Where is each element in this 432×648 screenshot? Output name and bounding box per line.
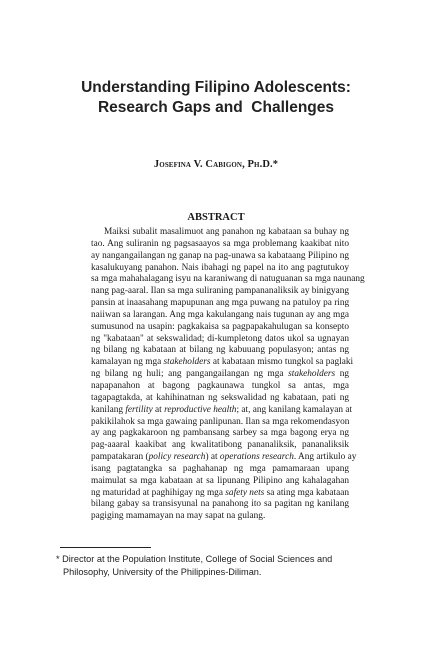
abstract-line: nang pag-aaral. Ilan sa mga suliraning pampananaliksik ay binigyang	[91, 286, 349, 297]
abstract-line: ay ang pagkakaroon ng pambansang sarbey sa mga bagong erya ng	[91, 428, 349, 439]
author-footnote	[56, 553, 384, 579]
abstract-line: pansin at inaasahang mapupunan ang mga puwang na patuloy pa ring	[91, 298, 350, 309]
footnote-line-2: Philosophy, University of the Philippines-Diliman.	[63, 567, 262, 577]
footnote-rule	[60, 547, 151, 548]
abstract-line: tagapagtakda, at kahihinatnan ng sekswalidad ng kabataan, pati ng	[91, 392, 349, 403]
title-line-2: Research Gaps and Challenges	[97, 99, 335, 116]
abstract-line: ng "kabataan" at sekswalidad; di-kumpletong datos ukol sa ugnayan	[91, 333, 349, 344]
abstract-line: ay nangangailangan ng ganap na pag-unawa sa kabataang Pilipino ng	[91, 250, 349, 261]
abstract-line: pag-aaaral kaakibat ang kwalitatibong pananaliksik, pananaliksik	[91, 440, 349, 451]
abstract-line: pakikilahok sa mga gawaing panlipunan. Ilan sa mga rekomendasyon	[91, 416, 350, 427]
title-line-1: Understanding Filipino Adolescents:	[81, 79, 351, 96]
abstract-line: isang pagtatangka sa paghahanap ng mga pamamaraan upang	[91, 463, 349, 474]
abstract-heading: ABSTRACT	[187, 212, 245, 223]
article-title	[40, 78, 392, 118]
abstract-line: naiiwan sa larangan. Ang mga kakulangang nais tugunan ay ang mga	[91, 309, 349, 320]
footnote-line-1: * Director at the Population Institute, College of Social Sciences and	[56, 554, 333, 564]
author-byline: Josefina V. Cabigon, Ph.D.*	[153, 159, 279, 170]
abstract-line: ng maturidad at paghihigay ng mga safety nets sa ating mga kabataan	[91, 487, 349, 498]
abstract-line: ng bilang ng kabataan at bilang ng kabuuang populasyon; antas ng	[91, 345, 349, 356]
abstract-line: pampatakaran (policy research) at operations research. Ang artikulo ay	[91, 452, 357, 463]
abstract-line: sa mga mahahalagang isyu na karaniwang di natuguanan sa mga naunang	[91, 274, 365, 285]
abstract-line: napapanahon at bagong pagkaunawa tungkol sa antas, mga	[91, 380, 349, 391]
abstract-line: maimulat sa mga kabataan at sa lipunang Pilipino ang kahalagahan	[91, 475, 349, 486]
abstract-line: kanilang fertility at reproductive health; at, ang kanilang kamalayan at	[91, 404, 353, 415]
abstract-line: bilang gabay sa transisyunal na panahong ito sa pagitan ng kanilang	[91, 499, 349, 510]
abstract-line: Maiksi subalit masalimuot ang panahon ng kabataan sa buhay ng	[104, 227, 349, 237]
abstract-line: pagiging mamamayan na may sapat na gulang.	[91, 511, 266, 522]
abstract-line: tao. Ang suliranin ng pagsasaayos sa mga problemang kaakibat nito	[91, 238, 349, 249]
abstract-line: kasalukuyang panahon. Nais ibahagi ng papel na ito ang pagtutukoy	[91, 262, 349, 273]
abstract-line: ng bilang ng huli; ang pangangailangan ng mga stakeholders ng	[91, 369, 350, 380]
abstract-line: sumusunod na usapin: pagkakaisa sa pagpapakahulugan sa konsepto	[91, 321, 349, 332]
abstract-line: kamalayan ng mga stakeholders at kabataan mismo tungkol sa paglaki	[91, 357, 354, 368]
abstract-body	[91, 227, 365, 523]
